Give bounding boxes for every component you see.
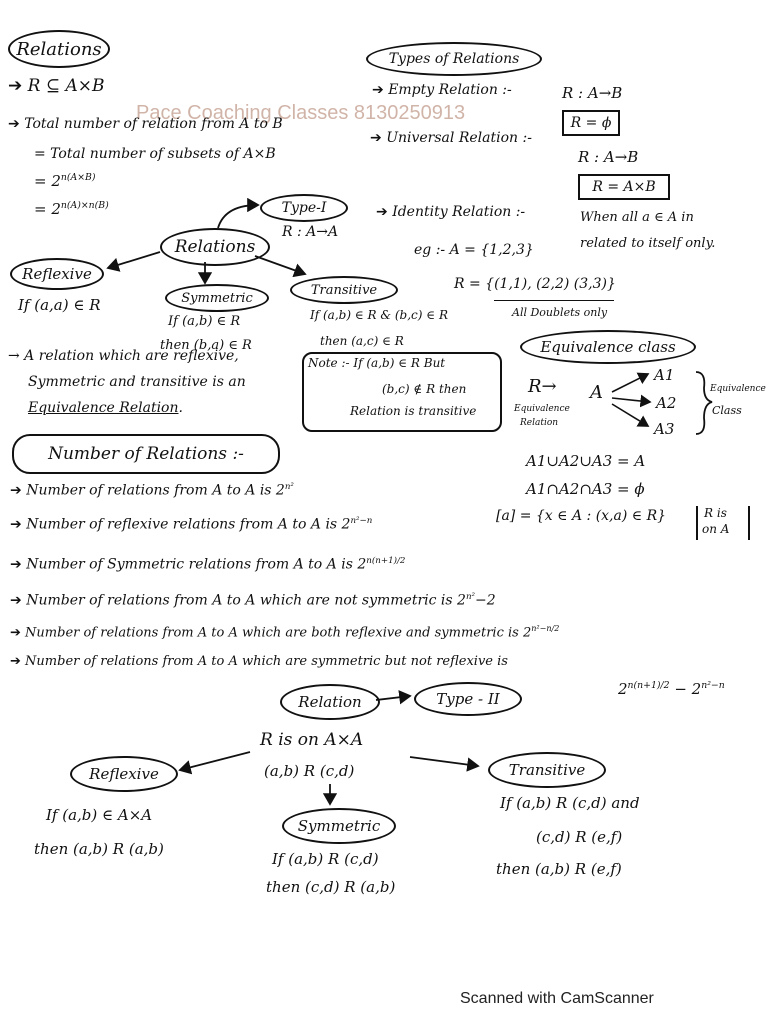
count-row-5: ➔ Number of relations from A to A which are both reflexive and symmetric is $2^{n^2-n/2}$ bbox=[10, 624, 560, 641]
transitive-rule-2: then (a,c) ∈ R bbox=[320, 334, 404, 348]
equiv-def-box-1: R is bbox=[704, 506, 727, 520]
bullet-arrow-icon: ➔ bbox=[10, 592, 22, 609]
type-ii-on: R is on A×A bbox=[260, 730, 364, 750]
empty-relation-label: ➔ Empty Relation :- bbox=[372, 82, 512, 98]
type-ii-symmetric-2: then (c,d) R (a,b) bbox=[266, 878, 396, 896]
number-of-relations-oval: Number of Relations :- bbox=[12, 434, 280, 474]
identity-desc-1: When all a ∈ A in bbox=[580, 210, 694, 225]
total-relations-line: ➔ Total number of relation from A to B bbox=[8, 116, 283, 132]
type-ii-transitive-oval: Transitive bbox=[488, 752, 606, 788]
transitive-rule-1: If (a,b) ∈ R & (b,c) ∈ R bbox=[310, 308, 448, 322]
equiv-a1: A1 bbox=[654, 366, 675, 384]
equiv-a: A bbox=[590, 382, 603, 403]
bullet-arrow-icon: ➔ bbox=[10, 482, 22, 499]
relations-center-oval: Relations bbox=[160, 228, 270, 266]
symmetric-rule-2: then (b,a) ∈ R bbox=[160, 338, 252, 353]
relations-title: Relations bbox=[16, 38, 102, 60]
transitive-oval: Transitive bbox=[290, 276, 398, 304]
bullet-arrow-icon: ➔ bbox=[8, 116, 20, 132]
relations-title-oval bbox=[8, 30, 110, 68]
type-i-oval: Type-I bbox=[260, 194, 348, 222]
types-title-oval: Types of Relations bbox=[366, 42, 542, 76]
relation-type-ii-oval: Relation bbox=[280, 684, 380, 720]
symmetric-rule-1: If (a,b) ∈ R bbox=[168, 314, 241, 329]
count-row-3: ➔ Number of Symmetric relations from A to A is $2^{n(n+1)/2}$ bbox=[10, 556, 406, 573]
note-line-1: Note :- If (a,b) ∈ R But bbox=[308, 356, 446, 370]
power-line-1: = $2^{n(A\times B)}$ bbox=[34, 172, 96, 190]
note-line-3: Relation is transitive bbox=[350, 404, 477, 418]
type-ii-transitive-2: (c,d) R (e,f) bbox=[536, 828, 623, 846]
equiv-r: R→ bbox=[528, 376, 557, 397]
identity-r-set: R = {(1,1), (2,2) (3,3)} bbox=[454, 276, 616, 292]
identity-desc-2: related to itself only. bbox=[580, 236, 716, 251]
count-row-6-formula: $2^{n(n+1)/2} - 2^{n^2-n}$ bbox=[618, 680, 725, 698]
bullet-arrow-icon: ➔ bbox=[8, 76, 23, 96]
bullet-arrow-icon: ➔ bbox=[10, 556, 22, 573]
reflexive-oval: Reflexive bbox=[10, 258, 104, 290]
bullet-arrow-icon: ➔ bbox=[10, 516, 22, 533]
symmetric-oval: Symmetric bbox=[165, 284, 269, 312]
universal-relation-map: R : A→B bbox=[578, 148, 639, 166]
reflexive-rule: If (a,a) ∈ R bbox=[18, 296, 101, 314]
identity-example: eg :- A = {1,2,3} bbox=[414, 242, 534, 258]
type-i-map: R : A→A bbox=[282, 224, 339, 240]
equiv-class-label-2: Class bbox=[712, 404, 742, 417]
count-row-1: ➔ Number of relations from A to A is $2^{n^2}$ bbox=[10, 482, 294, 499]
type-ii-reflexive-1: If (a,b) ∈ A×A bbox=[46, 806, 153, 824]
count-row-2: ➔ Number of reflexive relations from A to A is $2^{n^2-n}$ bbox=[10, 516, 373, 533]
equiv-intersection: A1∩A2∩A3 = ϕ bbox=[526, 480, 645, 498]
equivalence-class-oval: Equivalence class bbox=[520, 330, 696, 364]
universal-relation-box: R = A×B bbox=[578, 174, 670, 200]
type-ii-oval: Type - II bbox=[414, 682, 522, 716]
doublets-note: All Doublets only bbox=[512, 306, 608, 319]
equiv-a2: A2 bbox=[656, 394, 677, 412]
equiv-class-label-1: Equivalence bbox=[710, 384, 766, 394]
count-row-6: ➔ Number of relations from A to A which are symmetric but not reflexive is bbox=[10, 654, 508, 669]
doublets-underline bbox=[494, 300, 614, 301]
bullet-arrow-icon: ➔ bbox=[10, 625, 21, 641]
equivalence-def-1: → A relation which are reflexive, bbox=[8, 348, 239, 364]
total-subsets-line: = Total number of subsets of A×B bbox=[34, 146, 276, 162]
type-ii-transitive-1: If (a,b) R (c,d) and bbox=[500, 794, 640, 812]
scanner-footer: Scanned with CamScanner bbox=[460, 990, 654, 1007]
equiv-class-def: [a] = {x ∈ A : (x,a) ∈ R} bbox=[496, 508, 667, 524]
type-ii-reflexive-2: then (a,b) R (a,b) bbox=[34, 840, 164, 858]
type-ii-transitive-3: then (a,b) R (e,f) bbox=[496, 860, 622, 878]
type-ii-symmetric-1: If (a,b) R (c,d) bbox=[272, 850, 379, 868]
equiv-rel-label-2: Relation bbox=[520, 418, 559, 428]
equivalence-def-2: Symmetric and transitive is an bbox=[28, 374, 246, 390]
equiv-union: A1∪A2∪A3 = A bbox=[526, 452, 646, 470]
watermark: Pace Coaching Classes 8130250913 bbox=[136, 102, 466, 124]
identity-relation-label: ➔ Identity Relation :- bbox=[376, 204, 526, 220]
count-row-4: ➔ Number of relations from A to A which are not symmetric is $2^{n^2}-2$ bbox=[10, 592, 496, 609]
power-line-2: = $2^{n(A)\times n(B)}$ bbox=[34, 200, 109, 218]
subset-line: ➔ R ⊆ A×B bbox=[8, 76, 105, 96]
bullet-arrow-icon: ➔ bbox=[376, 204, 388, 220]
equiv-a3: A3 bbox=[654, 420, 675, 438]
bullet-arrow-icon: ➔ bbox=[372, 82, 384, 98]
equivalence-def-3: Equivalence Relation. bbox=[28, 400, 183, 416]
universal-relation-label: ➔ Universal Relation :- bbox=[370, 130, 532, 146]
empty-relation-map: R : A→B bbox=[562, 84, 623, 102]
note-line-2: (b,c) ∉ R then bbox=[382, 382, 467, 396]
equiv-def-box-2: on A bbox=[702, 522, 730, 536]
empty-relation-box: R = ϕ bbox=[562, 110, 620, 136]
equiv-rel-label-1: Equivalence bbox=[514, 404, 570, 414]
type-ii-symmetric-oval: Symmetric bbox=[282, 808, 396, 844]
bullet-arrow-icon: ➔ bbox=[370, 130, 382, 146]
bullet-arrow-icon: ➔ bbox=[10, 654, 21, 669]
type-ii-pair: (a,b) R (c,d) bbox=[264, 762, 355, 780]
type-ii-reflexive-oval: Reflexive bbox=[70, 756, 178, 792]
